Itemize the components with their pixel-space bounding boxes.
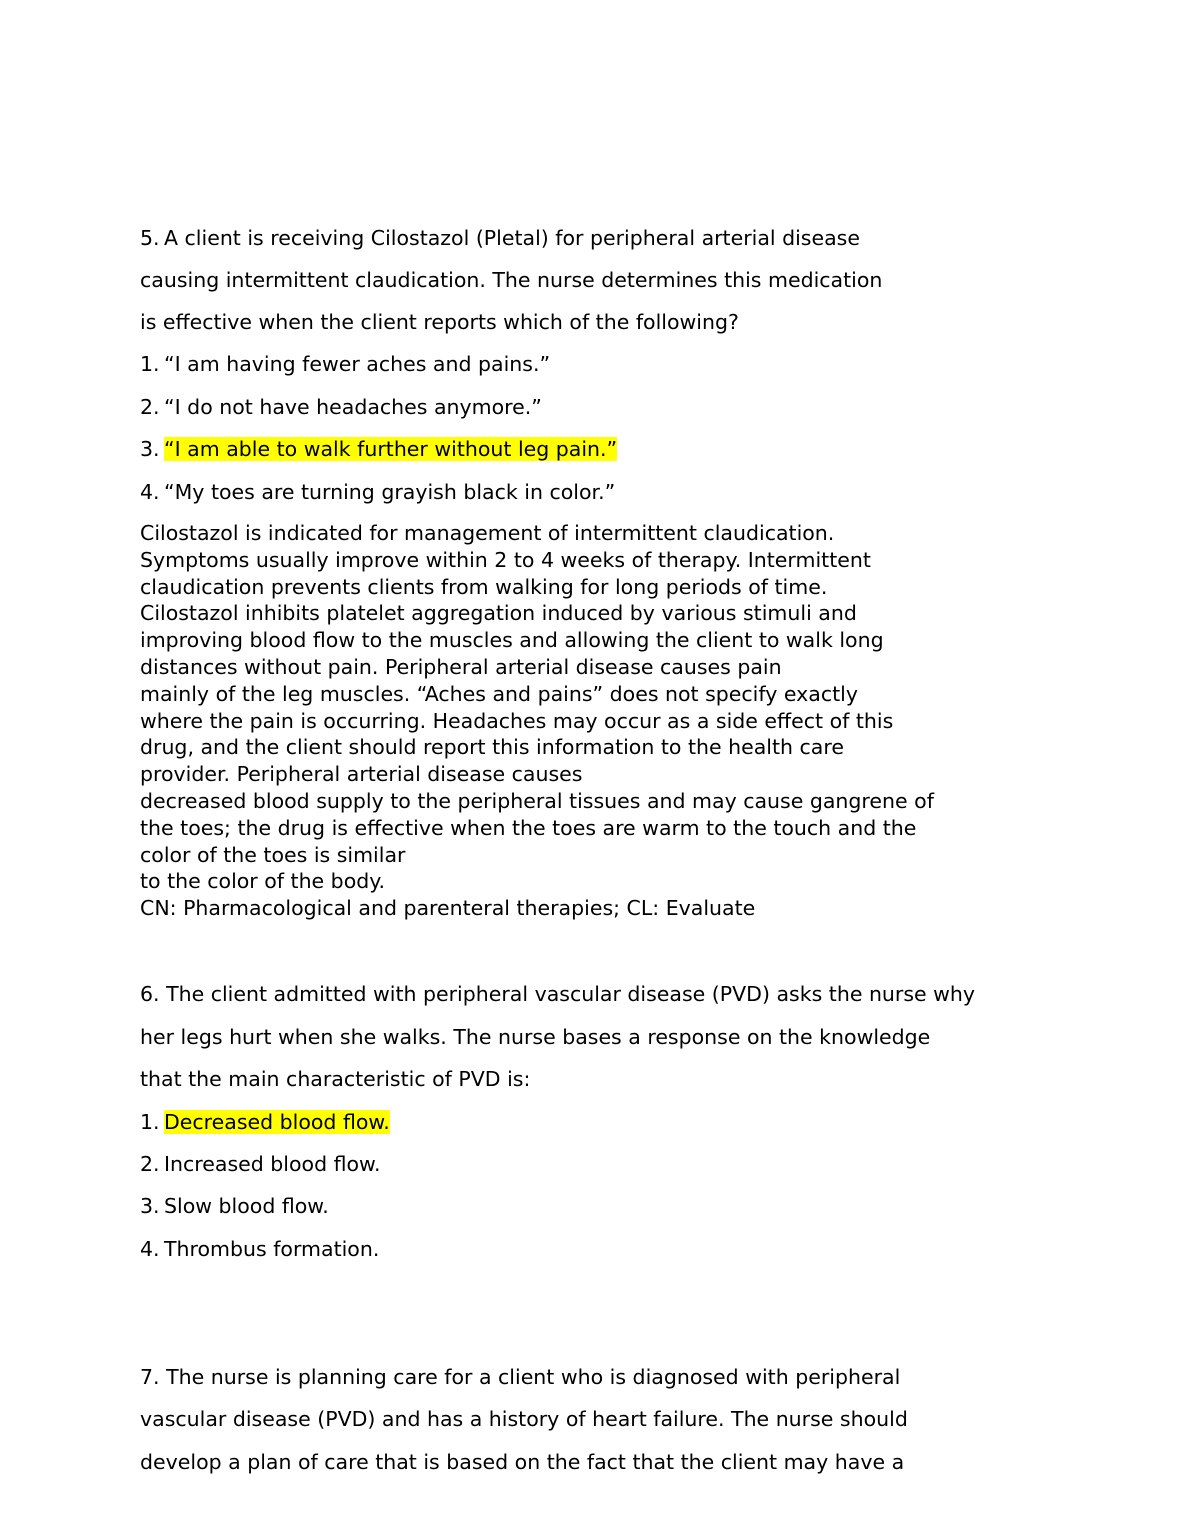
q6-option-1-text-highlighted: Decreased blood flow. [164,1110,390,1134]
q7-stem-line-1: 7. The nurse is planning care for a client who is diagnosed with peripheral [140,1365,901,1389]
q5-explanation-cn-cl: CN: Pharmacological and parenteral therapies; CL: Evaluate [140,896,756,921]
q5-explanation-line: claudication prevents clients from walking for long periods of time. [140,574,828,599]
q5-option-4 [140,480,615,504]
q5-option-1 [140,352,550,376]
q5-explanation-line: Symptoms usually improve within 2 to 4 weeks of therapy. Intermittent [140,547,871,572]
q5-option-2-number: 2. [140,395,160,419]
q5-stem-first: A client is receiving Cilostazol (Pletal) for peripheral arterial disease [164,226,860,250]
q5-option-3 [140,437,617,461]
q5-explanation-line: Cilostazol is indicated for management of intermittent claudication. [140,521,835,545]
q7-stem-line-3: develop a plan of care that is based on the fact that the client may have a [140,1450,905,1474]
q6-option-4-text: Thrombus formation. [164,1237,380,1261]
q5-option-2 [140,395,542,419]
q7-stem-line-2: vascular disease (PVD) and has a history of heart failure. The nurse should [140,1407,908,1431]
q5-explanation-line: Cilostazol inhibits platelet aggregation induced by various stimuli and [140,601,857,626]
q5-option-3-text-highlighted: “I am able to walk further without leg pain.” [164,437,618,461]
q6-option-2 [140,1152,380,1176]
q5-stem-line-1 [140,226,860,250]
q6-option-1-number: 1. [140,1110,160,1134]
q6-option-3-text: Slow blood flow. [164,1194,329,1218]
q5-explanation-line: to the color of the body. [140,869,385,894]
q5-explanation-line: distances without pain. Peripheral arterial disease causes pain [140,654,782,679]
q5-option-3-number: 3. [140,437,160,461]
q6-stem-line-1: 6. The client admitted with peripheral vascular disease (PVD) asks the nurse why [140,982,976,1006]
q6-option-4-number: 4. [140,1237,160,1261]
q5-explanation [140,520,934,922]
q5-explanation-line: mainly of the leg muscles. “Aches and pains” does not specify exactly [140,681,858,706]
q5-option-2-text: “I do not have headaches anymore.” [164,395,542,419]
q6-stem-line-3: that the main characteristic of PVD is: [140,1067,531,1091]
q6-option-2-text: Increased blood flow. [164,1152,381,1176]
q6-option-2-number: 2. [140,1152,160,1176]
q5-explanation-line: drug, and the client should report this information to the health care [140,735,844,760]
q5-number: 5. [140,226,160,250]
q5-option-4-number: 4. [140,480,160,504]
q5-stem-line-3: is effective when the client reports which of the following? [140,310,739,334]
q5-option-4-text: “My toes are turning grayish black in color.” [164,480,616,504]
q5-explanation-line: decreased blood supply to the peripheral tissues and may cause gangrene of [140,788,934,813]
q6-stem-line-2: her legs hurt when she walks. The nurse bases a response on the knowledge [140,1025,931,1049]
q5-option-1-text: “I am having fewer aches and pains.” [164,352,551,376]
q5-stem-line-2: causing intermittent claudication. The nurse determines this medication [140,268,883,292]
q5-explanation-line: color of the toes is similar [140,842,406,867]
q6-option-1 [140,1110,390,1134]
q6-option-3-number: 3. [140,1194,160,1218]
q5-explanation-line: the toes; the drug is effective when the toes are warm to the touch and the [140,815,917,840]
q6-option-4 [140,1237,379,1261]
q6-option-3 [140,1194,329,1218]
q5-explanation-line: improving blood flow to the muscles and allowing the client to walk long [140,628,884,653]
q5-option-1-number: 1. [140,352,160,376]
q5-explanation-line: where the pain is occurring. Headaches may occur as a side effect of this [140,708,894,733]
q5-explanation-line: provider. Peripheral arterial disease causes [140,762,583,787]
